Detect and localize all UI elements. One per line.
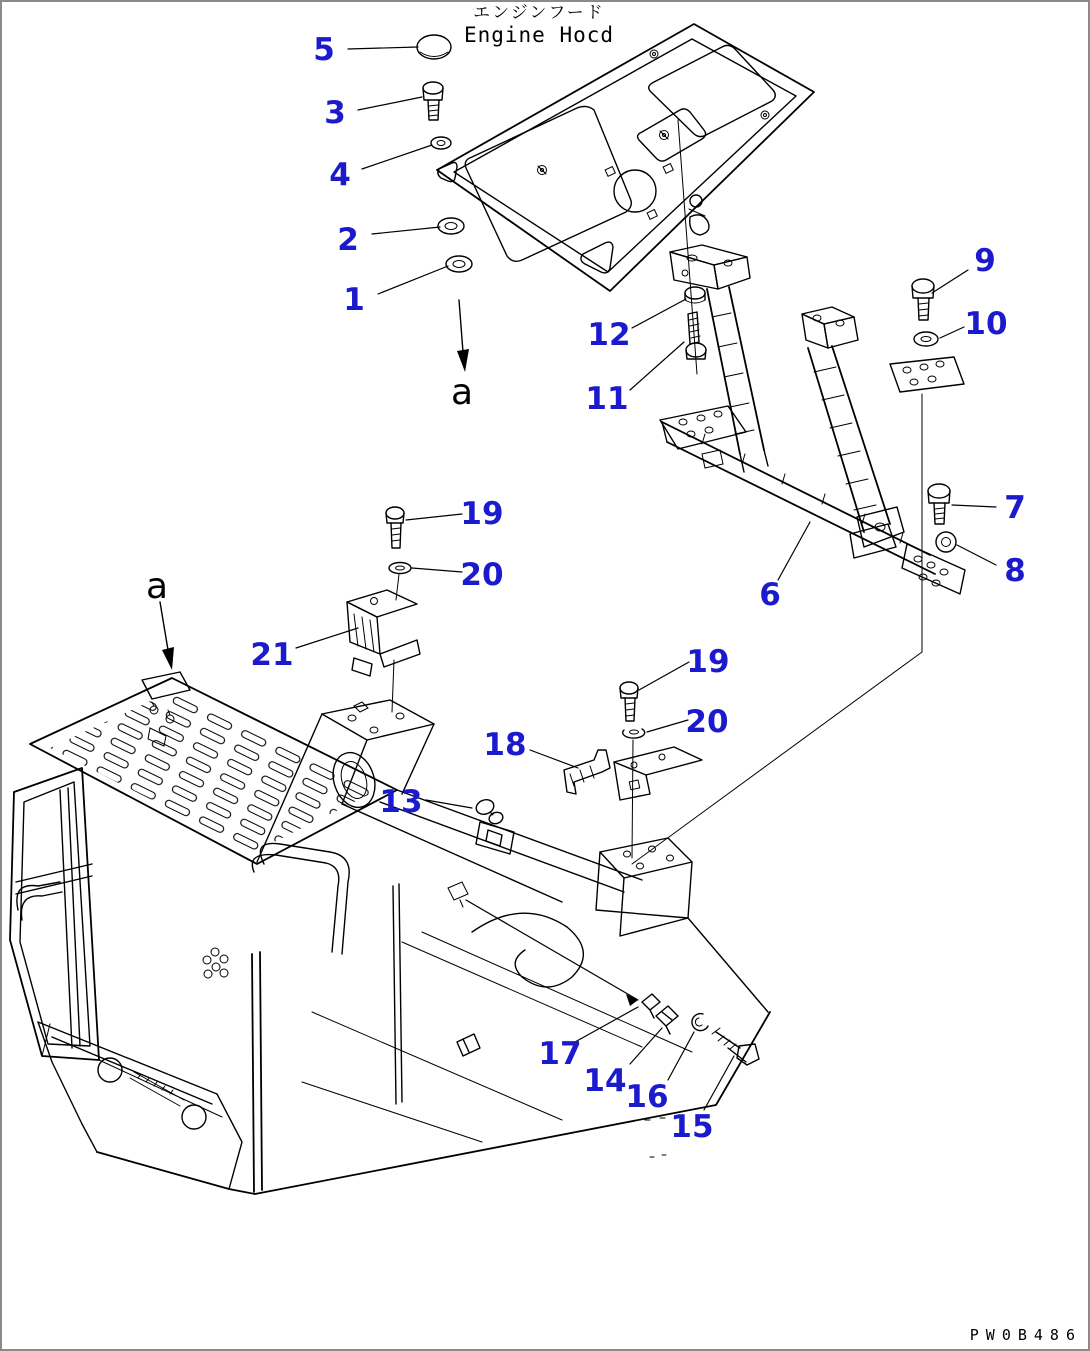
part-8-washer <box>936 532 956 552</box>
callout-7[interactable]: 7 <box>1004 490 1026 526</box>
callout-20-right[interactable]: 20 <box>685 704 729 740</box>
grab-rail-right <box>252 843 349 954</box>
leader-lines <box>296 47 996 1110</box>
front-window <box>10 768 99 1060</box>
part-13-grommet <box>474 797 504 825</box>
part-19-bolt-right <box>620 682 638 721</box>
callout-4[interactable]: 4 <box>329 157 351 193</box>
clip-mount-point <box>448 882 468 907</box>
bolt-cluster-icon <box>203 948 228 978</box>
part-10-washer <box>914 332 938 346</box>
part-20-washer-right <box>623 729 645 738</box>
section-letter-a-top: a <box>450 372 474 413</box>
callout-labels <box>250 32 1025 1145</box>
part-4-washer <box>431 137 451 149</box>
callout-8[interactable]: 8 <box>1004 553 1026 589</box>
callout-18[interactable]: 18 <box>483 727 527 763</box>
callout-15[interactable]: 15 <box>670 1109 714 1145</box>
part-20-washer-left <box>389 563 411 574</box>
part-16-washer <box>692 1014 708 1031</box>
callout-20-left[interactable]: 20 <box>460 557 504 593</box>
callout-21[interactable]: 21 <box>250 637 294 673</box>
callout-3[interactable]: 3 <box>324 95 346 131</box>
callout-12[interactable]: 12 <box>587 317 631 353</box>
part-19-bolt-left <box>386 507 404 548</box>
part-2-washer <box>438 218 464 234</box>
hose-curve <box>472 913 583 987</box>
callout-2[interactable]: 2 <box>337 222 359 258</box>
callout-6[interactable]: 6 <box>759 577 781 613</box>
section-letter-a-left: a <box>145 566 169 607</box>
part-11-bolt <box>686 312 706 359</box>
hood-support-frame <box>632 245 965 864</box>
part-21-bracket <box>347 590 420 676</box>
mounting-plate <box>632 357 964 864</box>
machine-frame <box>10 672 770 1194</box>
title-japanese: エンジンフード <box>473 3 605 23</box>
hood-cutout-left <box>465 106 631 261</box>
section-arrow-a-left <box>160 602 174 670</box>
callout-11[interactable]: 11 <box>585 381 629 417</box>
callout-19-right[interactable]: 19 <box>686 644 730 680</box>
section-arrow-a-top <box>457 300 469 372</box>
part-15-bolt <box>712 1028 759 1065</box>
title-english: Engine Hocd <box>463 23 615 47</box>
callout-1[interactable]: 1 <box>343 282 365 318</box>
side-panel <box>255 884 770 1194</box>
panel-clip-block <box>457 1034 480 1056</box>
callout-17[interactable]: 17 <box>538 1036 582 1072</box>
part-14-clip <box>656 1006 678 1034</box>
callout-9[interactable]: 9 <box>974 243 996 279</box>
dash-marks <box>645 1118 666 1157</box>
right-strut <box>802 307 904 558</box>
part-7-bolt <box>928 484 950 524</box>
hood-hole-round <box>614 170 656 212</box>
base-rail <box>660 406 965 594</box>
grab-rail-left <box>17 882 62 920</box>
callout-19-left[interactable]: 19 <box>460 496 504 532</box>
part-3-bolt <box>423 82 443 120</box>
part-12-nut <box>685 287 705 303</box>
hood-latch <box>689 195 709 235</box>
callout-10[interactable]: 10 <box>964 306 1008 342</box>
diagram-svg <box>2 2 1088 1349</box>
callout-5[interactable]: 5 <box>313 32 335 68</box>
callout-16[interactable]: 16 <box>625 1079 669 1115</box>
left-strut <box>670 245 768 472</box>
lower-front-panel <box>38 952 262 1194</box>
callout-14[interactable]: 14 <box>583 1063 627 1099</box>
part-9-bolt <box>912 279 934 320</box>
drawing-number: PW0B486 <box>969 1326 1082 1344</box>
callout-13[interactable]: 13 <box>379 784 423 820</box>
assembly-line <box>632 394 922 864</box>
part-1-washer <box>446 256 472 272</box>
